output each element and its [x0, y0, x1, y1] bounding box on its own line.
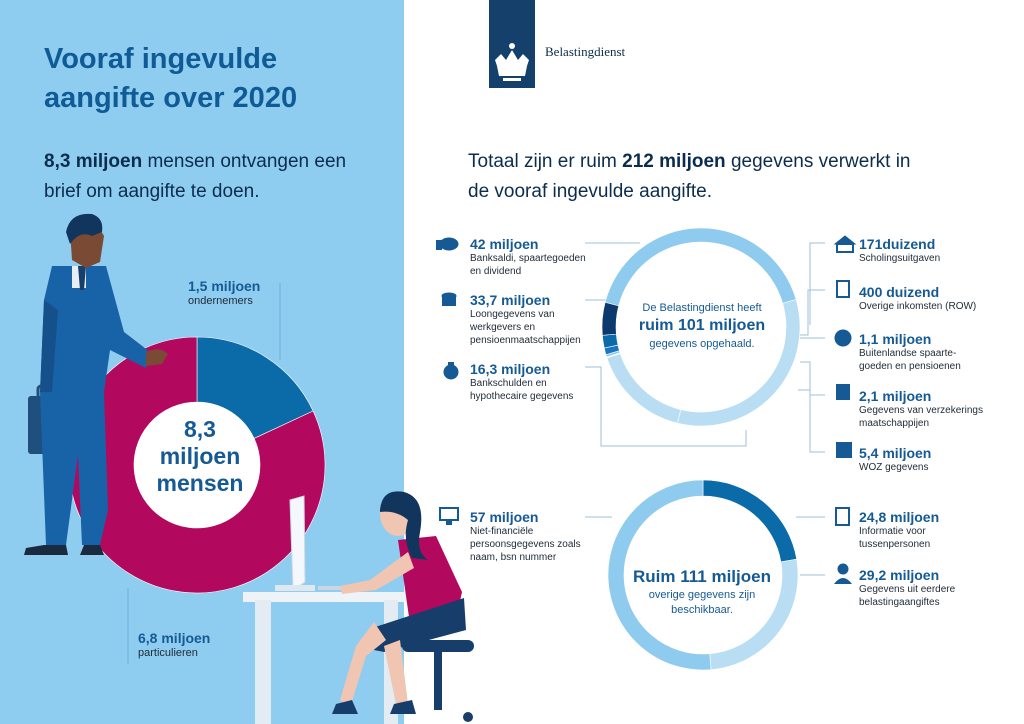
monitor-icon: [440, 508, 458, 525]
donut-slice-banksaldi: [605, 228, 796, 306]
page-title: Vooraf ingevulde aangifte over 2020: [44, 43, 298, 114]
stat-57-miljoen: 57 miljoen Niet-financiële persoonsgegevens zoals naam, bsn nummer: [470, 509, 581, 563]
stat-33-7-miljoen: 33,7 miljoen Loongegevens van werkgevers en pensioenmaatschappijen: [470, 292, 581, 346]
donut-slice-bankschulden: [607, 354, 681, 424]
money-bag-icon: [444, 362, 458, 379]
ondernemers-label: 1,5 miljoen ondernemers: [188, 278, 261, 307]
panel-notch: [380, 345, 404, 405]
stat-16-3-miljoen: 16,3 miljoen Bankschulden en hypothecaire gegevens: [470, 361, 574, 402]
building-icon: [836, 384, 850, 400]
stat-1-1-miljoen: 1,1 miljoen Buitenlandse spaarte- goeden en pensioenen: [859, 331, 961, 372]
coin-stack-icon: [442, 293, 456, 306]
left-donut-center: 8,3 miljoen mensen: [156, 416, 244, 496]
stat-5-4-miljoen: 5,4 miljoen WOZ gegevens: [859, 445, 932, 473]
school-icon: [835, 236, 855, 252]
stat-42-miljoen: 42 miljoen Banksaldi, spaartegoeden en dividend: [470, 236, 586, 277]
house-icon: [836, 442, 852, 458]
connector-line: [800, 290, 825, 335]
stat-2-1-miljoen: 2,1 miljoen Gegevens van verzekerings maatschappijen: [859, 388, 983, 429]
logo-name: Belastingdienst: [545, 44, 626, 59]
left-lead: 8,3 miljoen mensen ontvangen een brief om aangifte te doen.: [44, 151, 347, 202]
ring2-center: Ruim 111 miljoen overige gegevens zijn beschikbaar.: [633, 567, 771, 616]
clipboard-icon: [836, 508, 849, 525]
connector-line: [810, 243, 825, 325]
stat-171-duizend: 171duizend Scholingsuitgaven: [859, 236, 941, 264]
globe-icon: [835, 330, 851, 346]
stat-24-8-miljoen: 24,8 miljoen Informatie voor tussenpersonen: [859, 509, 940, 550]
person-support-icon: [834, 564, 852, 584]
particulieren-label: 6,8 miljoen particulieren: [138, 630, 211, 659]
right-lead: Totaal zijn er ruim 212 miljoen gegevens verwerkt in de vooraf ingevulde aangifte.: [468, 151, 911, 202]
stat-400-duizend: 400 duizend Overige inkomsten (ROW): [859, 284, 977, 312]
donut-slice-tussenpersonen: [703, 480, 797, 562]
piggy-bank-icon: [436, 238, 458, 250]
connector-line: [798, 390, 825, 452]
ring1-center: De Belastingdienst heeft ruim 101 miljoen gegevens opgehaald.: [638, 302, 766, 350]
stat-29-2-miljoen: 29,2 miljoen Gegevens uit eerdere belastingaangiftes: [859, 567, 956, 608]
document-icon: [837, 281, 849, 297]
